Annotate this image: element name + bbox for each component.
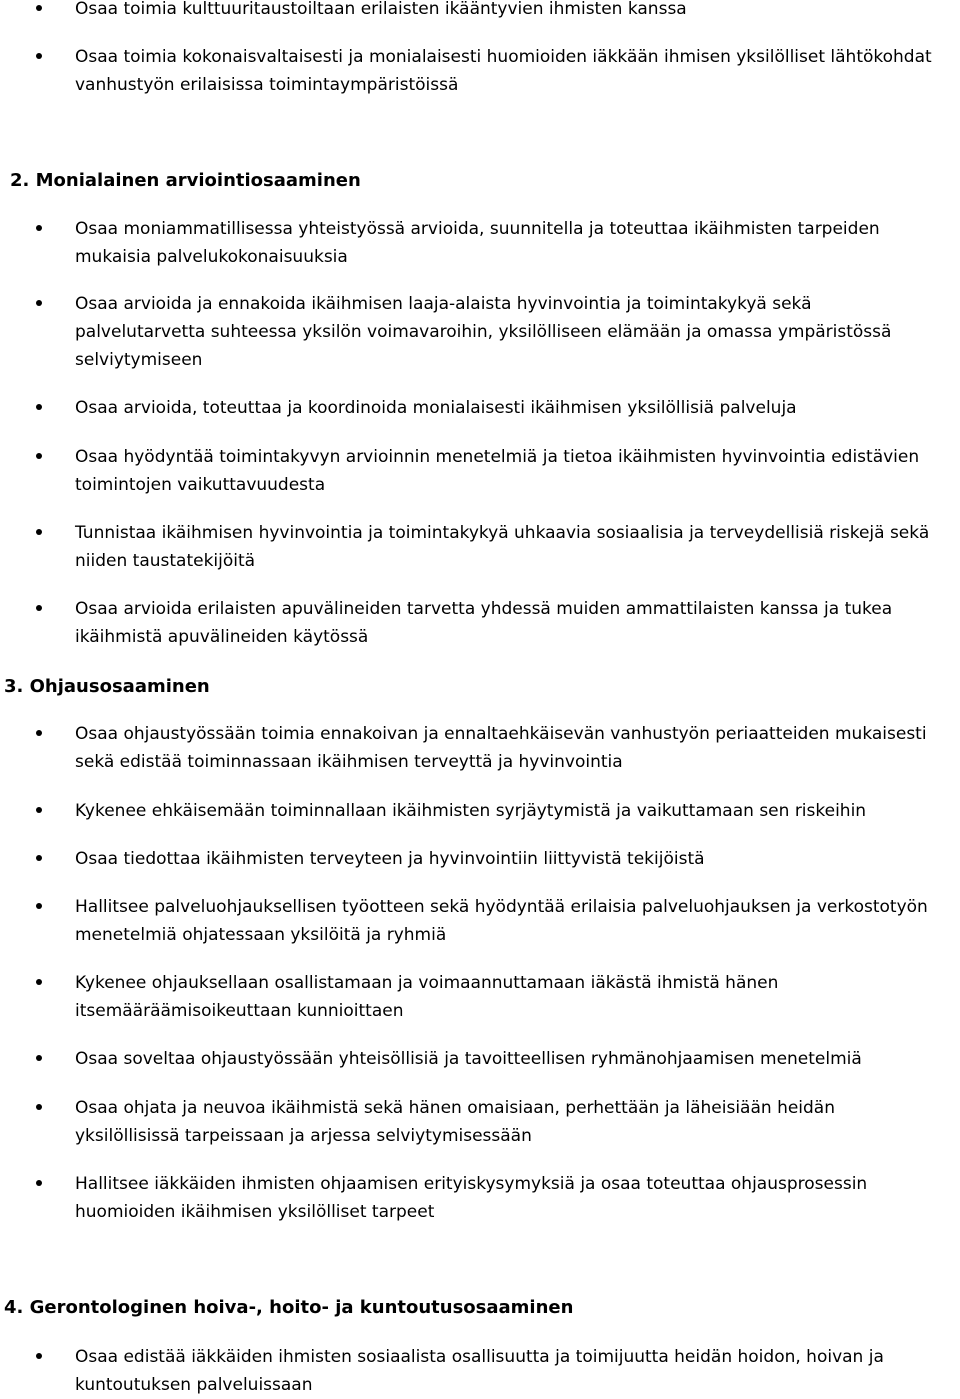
list-item-text: vanhustyön erilaisissa toimintaympäristöissä — [75, 75, 459, 95]
bullet-icon — [36, 903, 42, 909]
list-item-text: Osaa hyödyntää toimintakyvyn arvioinnin menetelmiä ja tietoa ikäihmisten hyvinvointia edistävien — [75, 447, 920, 467]
list-item — [75, 845, 960, 873]
list-item-text: palvelutarvetta suhteessa yksilön voimavaroihin, yksilölliseen elämään ja omassa ympäristössä — [75, 322, 892, 342]
bullet-icon — [36, 1353, 42, 1359]
list-item — [75, 797, 960, 825]
list-item-text: toimintojen vaikuttavuudesta — [75, 475, 326, 495]
list-item — [75, 443, 960, 499]
list-item-text: Osaa moniammatillisessa yhteistyössä arvioida, suunnitella ja toteuttaa ikäihmisten tarpeiden — [75, 219, 880, 239]
list-item — [75, 43, 960, 99]
list-item — [75, 969, 960, 1025]
bullet-icon — [36, 300, 42, 306]
bullet-icon — [36, 807, 42, 813]
bullet-icon — [36, 225, 42, 231]
list-item-text: Osaa edistää iäkkäiden ihmisten sosiaalista osallisuutta ja toimijuutta heidän hoidon, hoivan ja — [75, 1347, 884, 1367]
list-item-text: selviytymiseen — [75, 350, 203, 370]
section-heading: 4. Gerontologinen hoiva-, hoito- ja kuntoutusosaaminen — [4, 1297, 574, 1318]
bullet-icon — [36, 453, 42, 459]
list-item — [75, 595, 960, 651]
list-item — [75, 0, 960, 23]
list-item-text: Kykenee ehkäisemään toiminnallaan ikäihmisten syrjäytymistä ja vaikuttamaan sen riskeihin — [75, 801, 867, 821]
section-heading: 2. Monialainen arviointiosaaminen — [10, 170, 361, 191]
list-item-text: Osaa ohjaustyössään toimia ennakoivan ja ennaltaehkäisevän vanhustyön periaatteiden mukaisesti — [75, 724, 927, 744]
list-item — [75, 893, 960, 949]
bullet-icon — [36, 730, 42, 736]
list-item — [75, 1343, 960, 1399]
bullet-icon — [36, 1055, 42, 1061]
list-item — [75, 720, 960, 776]
list-item-text: itsemääräämisoikeuttaan kunnioittaen — [75, 1001, 404, 1021]
list-item-text: Hallitsee iäkkäiden ihmisten ohjaamisen erityiskysymyksiä ja osaa toteuttaa ohjausprosessin — [75, 1174, 868, 1194]
list-item-text: kuntoutuksen palveluissaan — [75, 1375, 313, 1395]
list-item-text: huomioiden ikäihmisen yksilölliset tarpeet — [75, 1202, 435, 1222]
bullet-icon — [36, 529, 42, 535]
list-item-text: sekä edistää toiminnassaan ikäihmisen terveyttä ja hyvinvointia — [75, 752, 623, 772]
list-item-text: Osaa ohjata ja neuvoa ikäihmistä sekä hänen omaisiaan, perhettään ja läheisiään heidän — [75, 1098, 836, 1118]
list-item-text: ikäihmistä apuvälineiden käytössä — [75, 627, 369, 647]
list-item-text: mukaisia palvelukokonaisuuksia — [75, 247, 348, 267]
bullet-icon — [36, 5, 42, 11]
list-item-text: Tunnistaa ikäihmisen hyvinvointia ja toimintakykyä uhkaavia sosiaalisia ja terveydellisiä riskejä sekä — [75, 523, 930, 543]
bullet-icon — [36, 855, 42, 861]
list-item — [75, 290, 960, 374]
bullet-icon — [36, 1104, 42, 1110]
list-item-text: Kykenee ohjauksellaan osallistamaan ja voimaannuttamaan iäkästä ihmistä hänen — [75, 973, 779, 993]
list-item — [75, 519, 960, 575]
bullet-icon — [36, 979, 42, 985]
list-item-text: yksilöllisissä tarpeissaan ja arjessa selviytymisessään — [75, 1126, 532, 1146]
list-item-text: Osaa tiedottaa ikäihmisten terveyteen ja hyvinvointiin liittyvistä tekijöistä — [75, 849, 705, 869]
list-item — [75, 394, 960, 422]
list-item-text: Hallitsee palveluohjauksellisen työotteen sekä hyödyntää erilaisia palveluohjauksen ja verkostotyön — [75, 897, 928, 917]
list-item — [75, 215, 960, 271]
bullet-icon — [36, 404, 42, 410]
list-item — [75, 1170, 960, 1226]
list-item — [75, 1045, 960, 1073]
list-item-text: Osaa toimia kokonaisvaltaisesti ja monialaisesti huomioiden iäkkään ihmisen yksilölliset lähtökohdat — [75, 47, 932, 67]
list-item-text: Osaa soveltaa ohjaustyössään yhteisöllisiä ja tavoitteellisen ryhmänohjaamisen menetelmiä — [75, 1049, 862, 1069]
list-item-text: Osaa arvioida, toteuttaa ja koordinoida monialaisesti ikäihmisen yksilöllisiä palveluja — [75, 398, 797, 418]
list-item-text: niiden taustatekijöitä — [75, 551, 256, 571]
bullet-icon — [36, 53, 42, 59]
bullet-icon — [36, 605, 42, 611]
list-item-text: menetelmiä ohjatessaan yksilöitä ja ryhmiä — [75, 925, 447, 945]
list-item-text: Osaa toimia kulttuuritaustoiltaan erilaisten ikääntyvien ihmisten kanssa — [75, 0, 687, 19]
bullet-icon — [36, 1180, 42, 1186]
section-heading: 3. Ohjausosaaminen — [4, 676, 210, 697]
list-item-text: Osaa arvioida ja ennakoida ikäihmisen laaja-alaista hyvinvointia ja toimintakykyä sekä — [75, 294, 812, 314]
list-item-text: Osaa arvioida erilaisten apuvälineiden tarvetta yhdessä muiden ammattilaisten kanssa ja tukea — [75, 599, 893, 619]
list-item — [75, 1094, 960, 1150]
